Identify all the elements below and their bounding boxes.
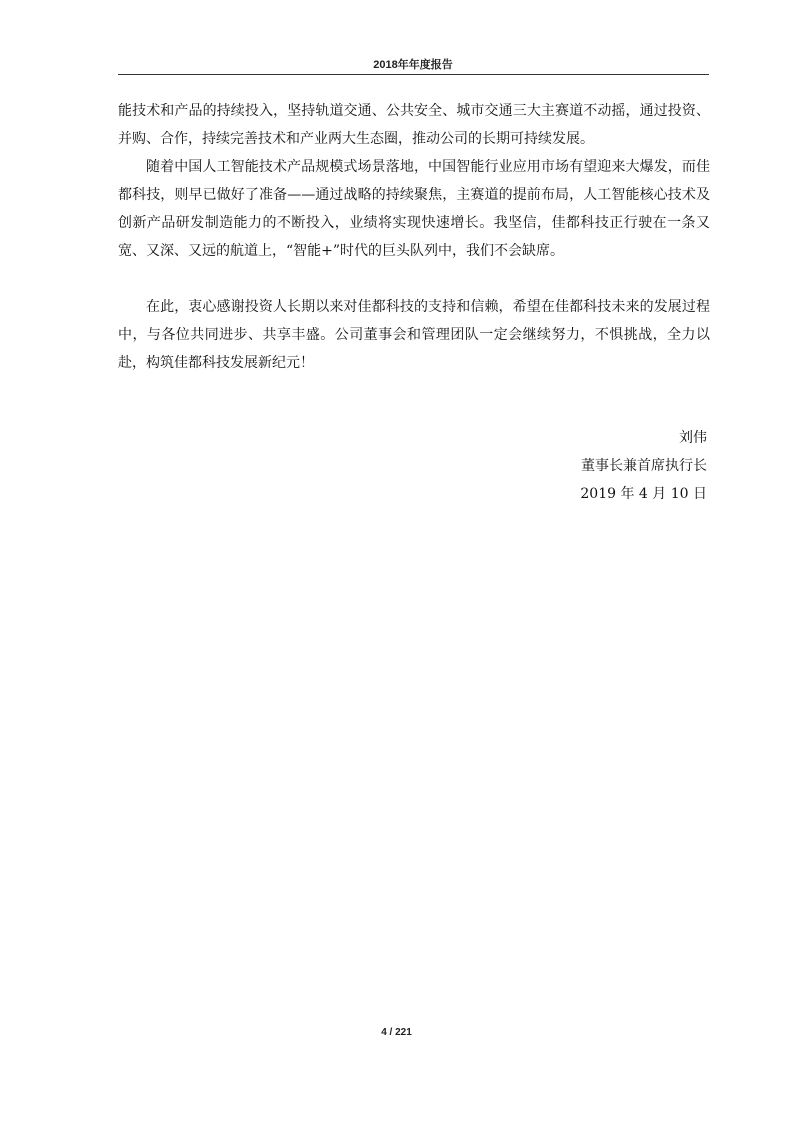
paragraph-continued: 能技术和产品的持续投入，坚持轨道交通、公共安全、城市交通三大主赛道不动摇，通过投资、并购、合作，持续完善技术和产业两大生态圈，推动公司的长期可持续发展。 <box>118 103 710 147</box>
paragraph-ai-outlook: 随着中国人工智能技术产品规模式场景落地，中国智能行业应用市场有望迎来大爆发，而佳都科技，则早已做好了准备——通过战略的持续聚焦，主赛道的提前布局，人工智能核心技术及创新产品研发制造能力的不断投入，业绩将实现快速增长。我坚信，佳都科技正行驶在一条又宽、又深、又远的航道上，“智能+”时代的巨头队列中，我们不会缺席。 <box>118 159 710 259</box>
signer-name: 刘伟 <box>679 430 707 446</box>
report-header-title: 2018年年度报告 <box>373 59 453 71</box>
letter-body <box>118 97 710 377</box>
signature-block <box>580 424 707 508</box>
paragraph-thanks: 在此，衷心感谢投资人长期以来对佳都科技的支持和信赖，希望在佳都科技未来的发展过程中，与各位共同进步、共享丰盛。公司董事会和管理团队一定会继续努力，不惧挑战，全力以赴，构筑佳都科技发展新纪元！ <box>118 299 710 371</box>
signer-position: 董事长兼首席执行长 <box>581 458 707 474</box>
paragraph-spacer <box>118 265 710 293</box>
page-number: 4 / 221 <box>381 1027 412 1038</box>
signature-date: 2019 年 4 月 10 日 <box>580 486 707 502</box>
header-divider <box>118 74 709 75</box>
